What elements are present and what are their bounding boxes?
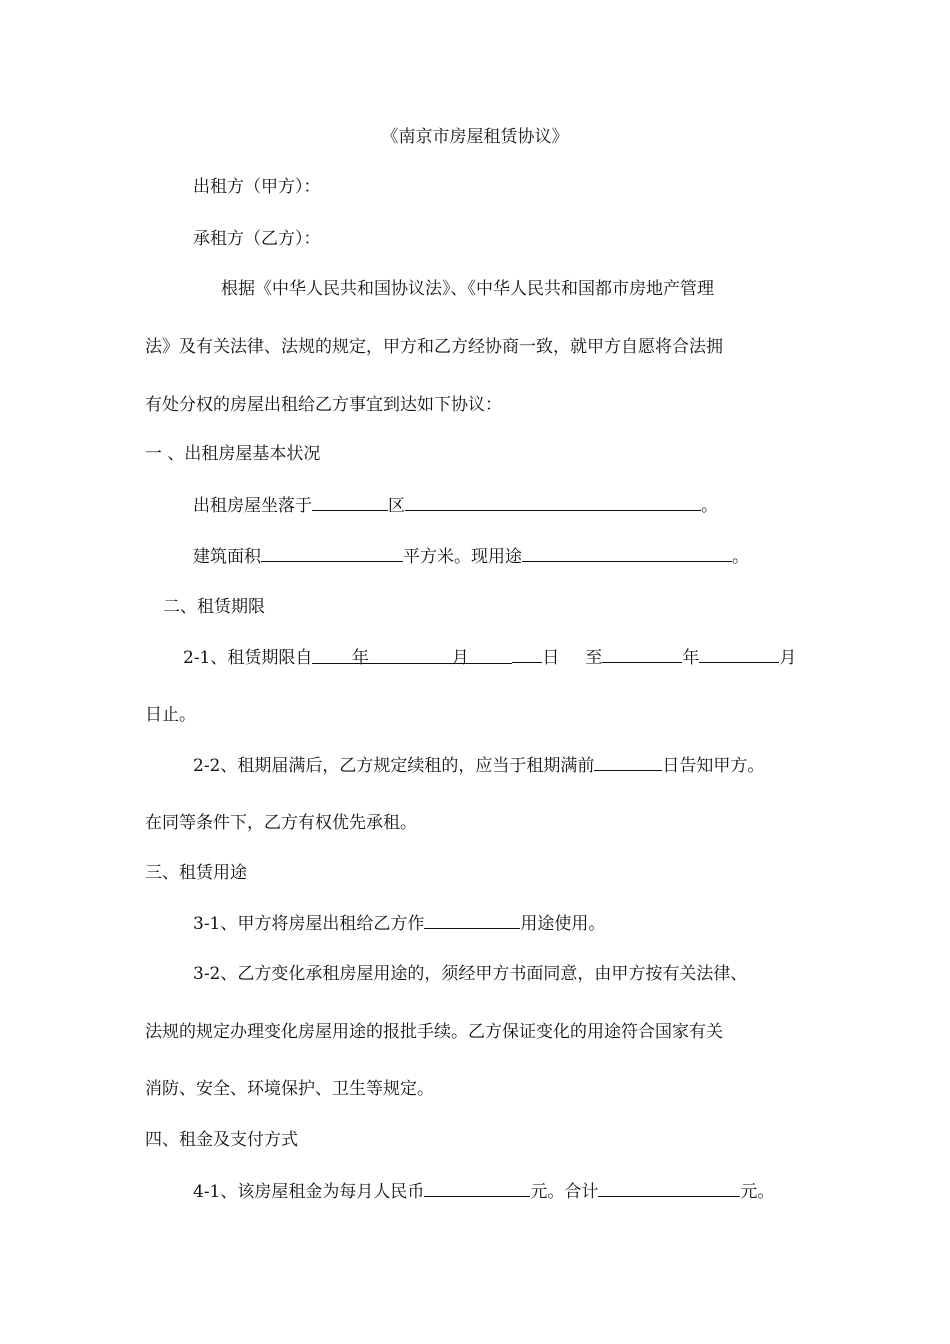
use-prefix: 3-1、甲方将房屋出租给乙方作 — [193, 914, 425, 934]
month-label-2: 月 — [779, 648, 797, 668]
end-year-blank[interactable] — [602, 646, 682, 663]
preamble-line-2: 法》及有关法律、法规的规定，甲方和乙方经协商一致，就甲方自愿将合法拥 — [145, 337, 723, 357]
change-line-2: 法规的规定办理变化房屋用途的报批手续。乙方保证变化的用途符合国家有关 — [145, 1022, 723, 1042]
change-line-3: 消防、安全、环境保护、卫生等规定。 — [145, 1079, 434, 1099]
area-blank[interactable] — [261, 545, 403, 562]
preamble-line-3: 有处分权的房屋出租给乙方事宜到达如下协议： — [145, 395, 502, 415]
day-label-1: 日 — [542, 648, 560, 668]
section-4-heading: 四、租金及支付方式 — [145, 1130, 298, 1150]
renew-line-1 — [193, 754, 764, 776]
location-prefix: 出租房屋坐落于 — [193, 496, 312, 516]
use-blank[interactable] — [424, 912, 520, 929]
preamble-line-1: 根据《中华人民共和国协议法》、《中华人民共和国都市房地产管理 — [221, 279, 714, 299]
current-use-blank[interactable] — [522, 545, 732, 562]
location-blank-1[interactable] — [312, 494, 388, 511]
location-line — [193, 494, 718, 516]
lessee-line: 承租方（乙方）： — [193, 229, 321, 249]
term-prefix: 2-1、租赁期限自 — [183, 648, 313, 668]
area-unit: 平方米。现用途 — [403, 547, 522, 567]
year-label-1: 年 — [351, 648, 369, 668]
renew-line-2: 在同等条件下，乙方有权优先承租。 — [145, 813, 417, 833]
renew-suffix: 日告知甲方。 — [662, 756, 765, 776]
start-year-blank[interactable] — [312, 647, 408, 668]
to-label: 至 — [585, 648, 603, 668]
start-month-blank[interactable] — [408, 647, 512, 668]
use-suffix: 用途使用。 — [520, 914, 606, 934]
location-blank-2[interactable] — [405, 494, 701, 511]
rent-end: 元。 — [740, 1182, 775, 1202]
section-3-heading: 三、租赁用途 — [145, 863, 247, 883]
section-1-heading: 一 、出租房屋基本状况 — [145, 444, 321, 464]
document-title: 《南京市房屋租赁协议》 — [381, 127, 569, 147]
renew-days-blank[interactable] — [594, 754, 662, 771]
location-end: 。 — [701, 496, 718, 516]
area-prefix: 建筑面积 — [193, 547, 261, 567]
total-rent-blank[interactable] — [598, 1180, 740, 1197]
term-line — [183, 646, 796, 668]
use-line — [193, 912, 605, 934]
rent-unit: 元。合计 — [530, 1182, 599, 1202]
term-end-line: 日止。 — [145, 705, 196, 725]
end-month-blank[interactable] — [699, 646, 779, 663]
rent-line — [193, 1180, 774, 1202]
area-end: 。 — [732, 547, 749, 567]
monthly-rent-blank[interactable] — [424, 1180, 530, 1197]
lessor-line: 出租方（甲方）： — [193, 177, 321, 197]
section-2-heading: 二、租赁期限 — [163, 597, 265, 617]
change-line-1: 3-2、乙方变化承租房屋用途的，须经甲方书面同意，由甲方按有关法律、 — [193, 964, 748, 984]
rent-prefix: 4-1、该房屋租金为每月人民币 — [193, 1182, 425, 1202]
area-line — [193, 545, 749, 567]
renew-prefix: 2-2、租期届满后，乙方规定续租的，应当于租期满前 — [193, 756, 595, 776]
location-district: 区 — [388, 496, 405, 516]
month-label-1: 月 — [451, 648, 469, 668]
start-day-blank[interactable] — [512, 646, 542, 663]
year-label-2: 年 — [682, 648, 700, 668]
